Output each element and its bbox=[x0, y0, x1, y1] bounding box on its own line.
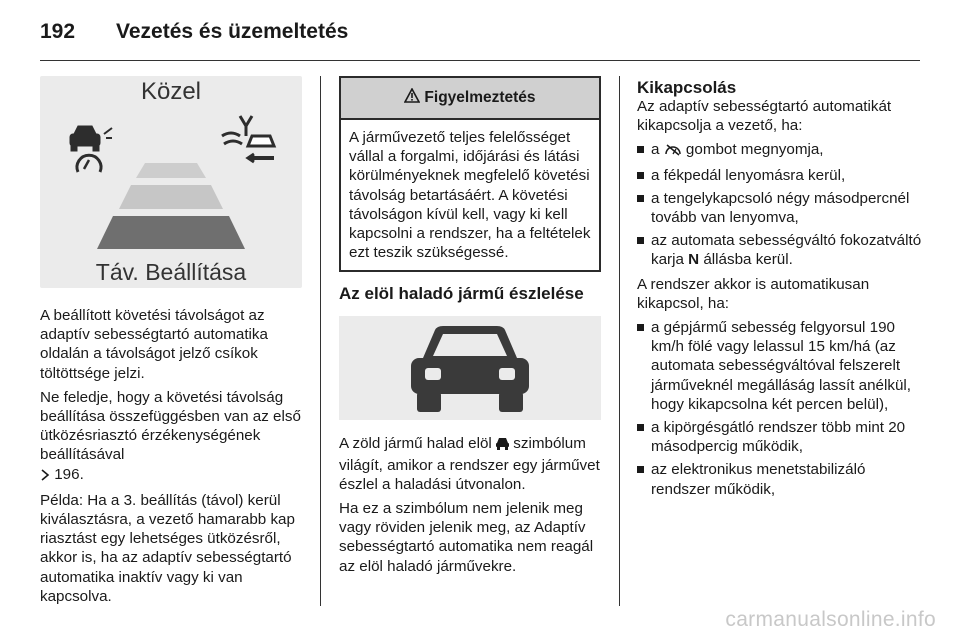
section-heading-deactivation: Kikapcsolás bbox=[637, 78, 737, 97]
list-auto-deactivation bbox=[637, 318, 927, 499]
paragraph-collision-alert-text: Ne feledje, hogy a követési távolság beállítása összefüggésben van az első ütközésriasztó érzékenységének beállításával bbox=[40, 388, 301, 464]
page-title: Vezetés és üzemeltetés bbox=[116, 20, 349, 43]
list-item bbox=[637, 140, 927, 161]
display-label-distance-setting: Táv. Beállítása bbox=[95, 258, 247, 285]
paragraph-green-vehicle-symbol bbox=[339, 434, 603, 494]
car-front-icon bbox=[405, 322, 535, 414]
page-number: 192 bbox=[40, 20, 76, 43]
car-front-small-icon bbox=[496, 436, 509, 455]
section-heading-vehicle-detection: Az elöl haladó jármű észlelése bbox=[339, 284, 584, 304]
page-header bbox=[40, 20, 348, 50]
list-item-text-end: gombot megnyomja, bbox=[685, 141, 824, 159]
page-reference-arrow-icon bbox=[40, 467, 50, 486]
distance-display-graphic bbox=[40, 76, 302, 288]
warning-triangle-icon bbox=[404, 88, 420, 108]
list-item-text-start: az automata sebességváltó fokozatváltó karja bbox=[651, 232, 922, 269]
list-item: a kipörgésgátló rendszer több mint 20 másodpercig működik, bbox=[637, 418, 927, 456]
distance-bar-3 bbox=[97, 216, 245, 249]
vehicle-ahead-alert-icon bbox=[222, 116, 274, 162]
watermark: carmanualsonline.info bbox=[725, 608, 936, 631]
list-item: az elektronikus menetstabilizáló rendszer működik, bbox=[637, 460, 927, 498]
header-rule bbox=[40, 60, 920, 61]
column-3 bbox=[637, 76, 927, 504]
column-1-text bbox=[40, 306, 304, 606]
paragraph-example: Példa: Ha a 3. beállítás (távol) kerül kiválasztásra, a vezető hamarabb kap riasztást egy lehetséges ütközésről, akkor is, ha az adaptív sebességtartó automatika inaktív vagy ki van kapcsolva. bbox=[40, 491, 295, 605]
adaptive-cruise-car-icon bbox=[70, 126, 112, 172]
list-item: a gépjármű sebesség felgyorsul 190 km/h fölé vagy lelassul 15 km/há (az automata sebességváltóval felszerelt járműveknél megálláság lassít anélkül, hogy kikapcsolna két percen belül), bbox=[637, 318, 927, 414]
paragraph-deactivation-intro: Az adaptív sebességtartó automatikát kikapcsolja a vezető, ha: bbox=[637, 98, 892, 135]
paragraph-distance-indicator: A beállított követési távolságot az adaptív sebességtartó automatika oldalán a távolságot jelző csíkok töltöttsége jelzi. bbox=[40, 307, 268, 382]
column-1 bbox=[40, 76, 304, 611]
paragraph-auto-deactivation: A rendszer akkor is automatikusan kikapcsol, ha: bbox=[637, 275, 870, 312]
column-2 bbox=[339, 76, 603, 581]
distance-bar-1 bbox=[136, 163, 206, 178]
vehicle-ahead-illustration bbox=[339, 316, 601, 420]
paragraph-symbol-text-start: A zöld jármű halad elöl bbox=[339, 435, 492, 453]
distance-bar-2 bbox=[119, 185, 223, 209]
paragraph-collision-alert-note bbox=[40, 388, 304, 486]
cruise-cancel-icon bbox=[664, 142, 682, 161]
list-item: a tengelykapcsoló négy másodpercnél tovább van lenyomva, bbox=[637, 189, 927, 227]
column-divider-2 bbox=[619, 76, 620, 606]
distance-display-illustration bbox=[40, 76, 302, 288]
list-item-text-end: állásba kerül. bbox=[703, 251, 793, 269]
warning-box bbox=[339, 76, 601, 272]
list-driver-deactivation bbox=[637, 140, 927, 269]
display-label-near: Közel bbox=[140, 78, 202, 105]
list-item bbox=[637, 231, 927, 269]
warning-body: A járművezető teljes felelősséget vállal a forgalmi, időjárási és látási körülményeknek megfelelő követési távolság betartásáért. A követési távolságon kívül kell, vagy ki kell kapcsolni a rendszer, ha a feltételek ezt teszik szükségessé. bbox=[349, 129, 591, 262]
paragraph-symbol-missing: Ha ez a szimbólum nem jelenik meg vagy röviden jelenik meg, az Adaptív sebességtartó automatika nem reagál az elöl haladó járművekre. bbox=[339, 500, 594, 575]
list-item-text-start: a bbox=[651, 141, 660, 159]
column-divider-1 bbox=[320, 76, 321, 606]
page-reference-link[interactable]: 196. bbox=[54, 465, 84, 483]
gear-position-n: N bbox=[688, 251, 700, 269]
warning-title: Figyelmeztetés bbox=[424, 89, 536, 107]
paragraph-symbol-text-end: szimbólum világít, amikor a rendszer egy járművet észlel a haladási útvonalon. bbox=[339, 435, 600, 493]
list-item: a fékpedál lenyomásra kerül, bbox=[637, 166, 927, 185]
warning-header bbox=[341, 78, 599, 120]
